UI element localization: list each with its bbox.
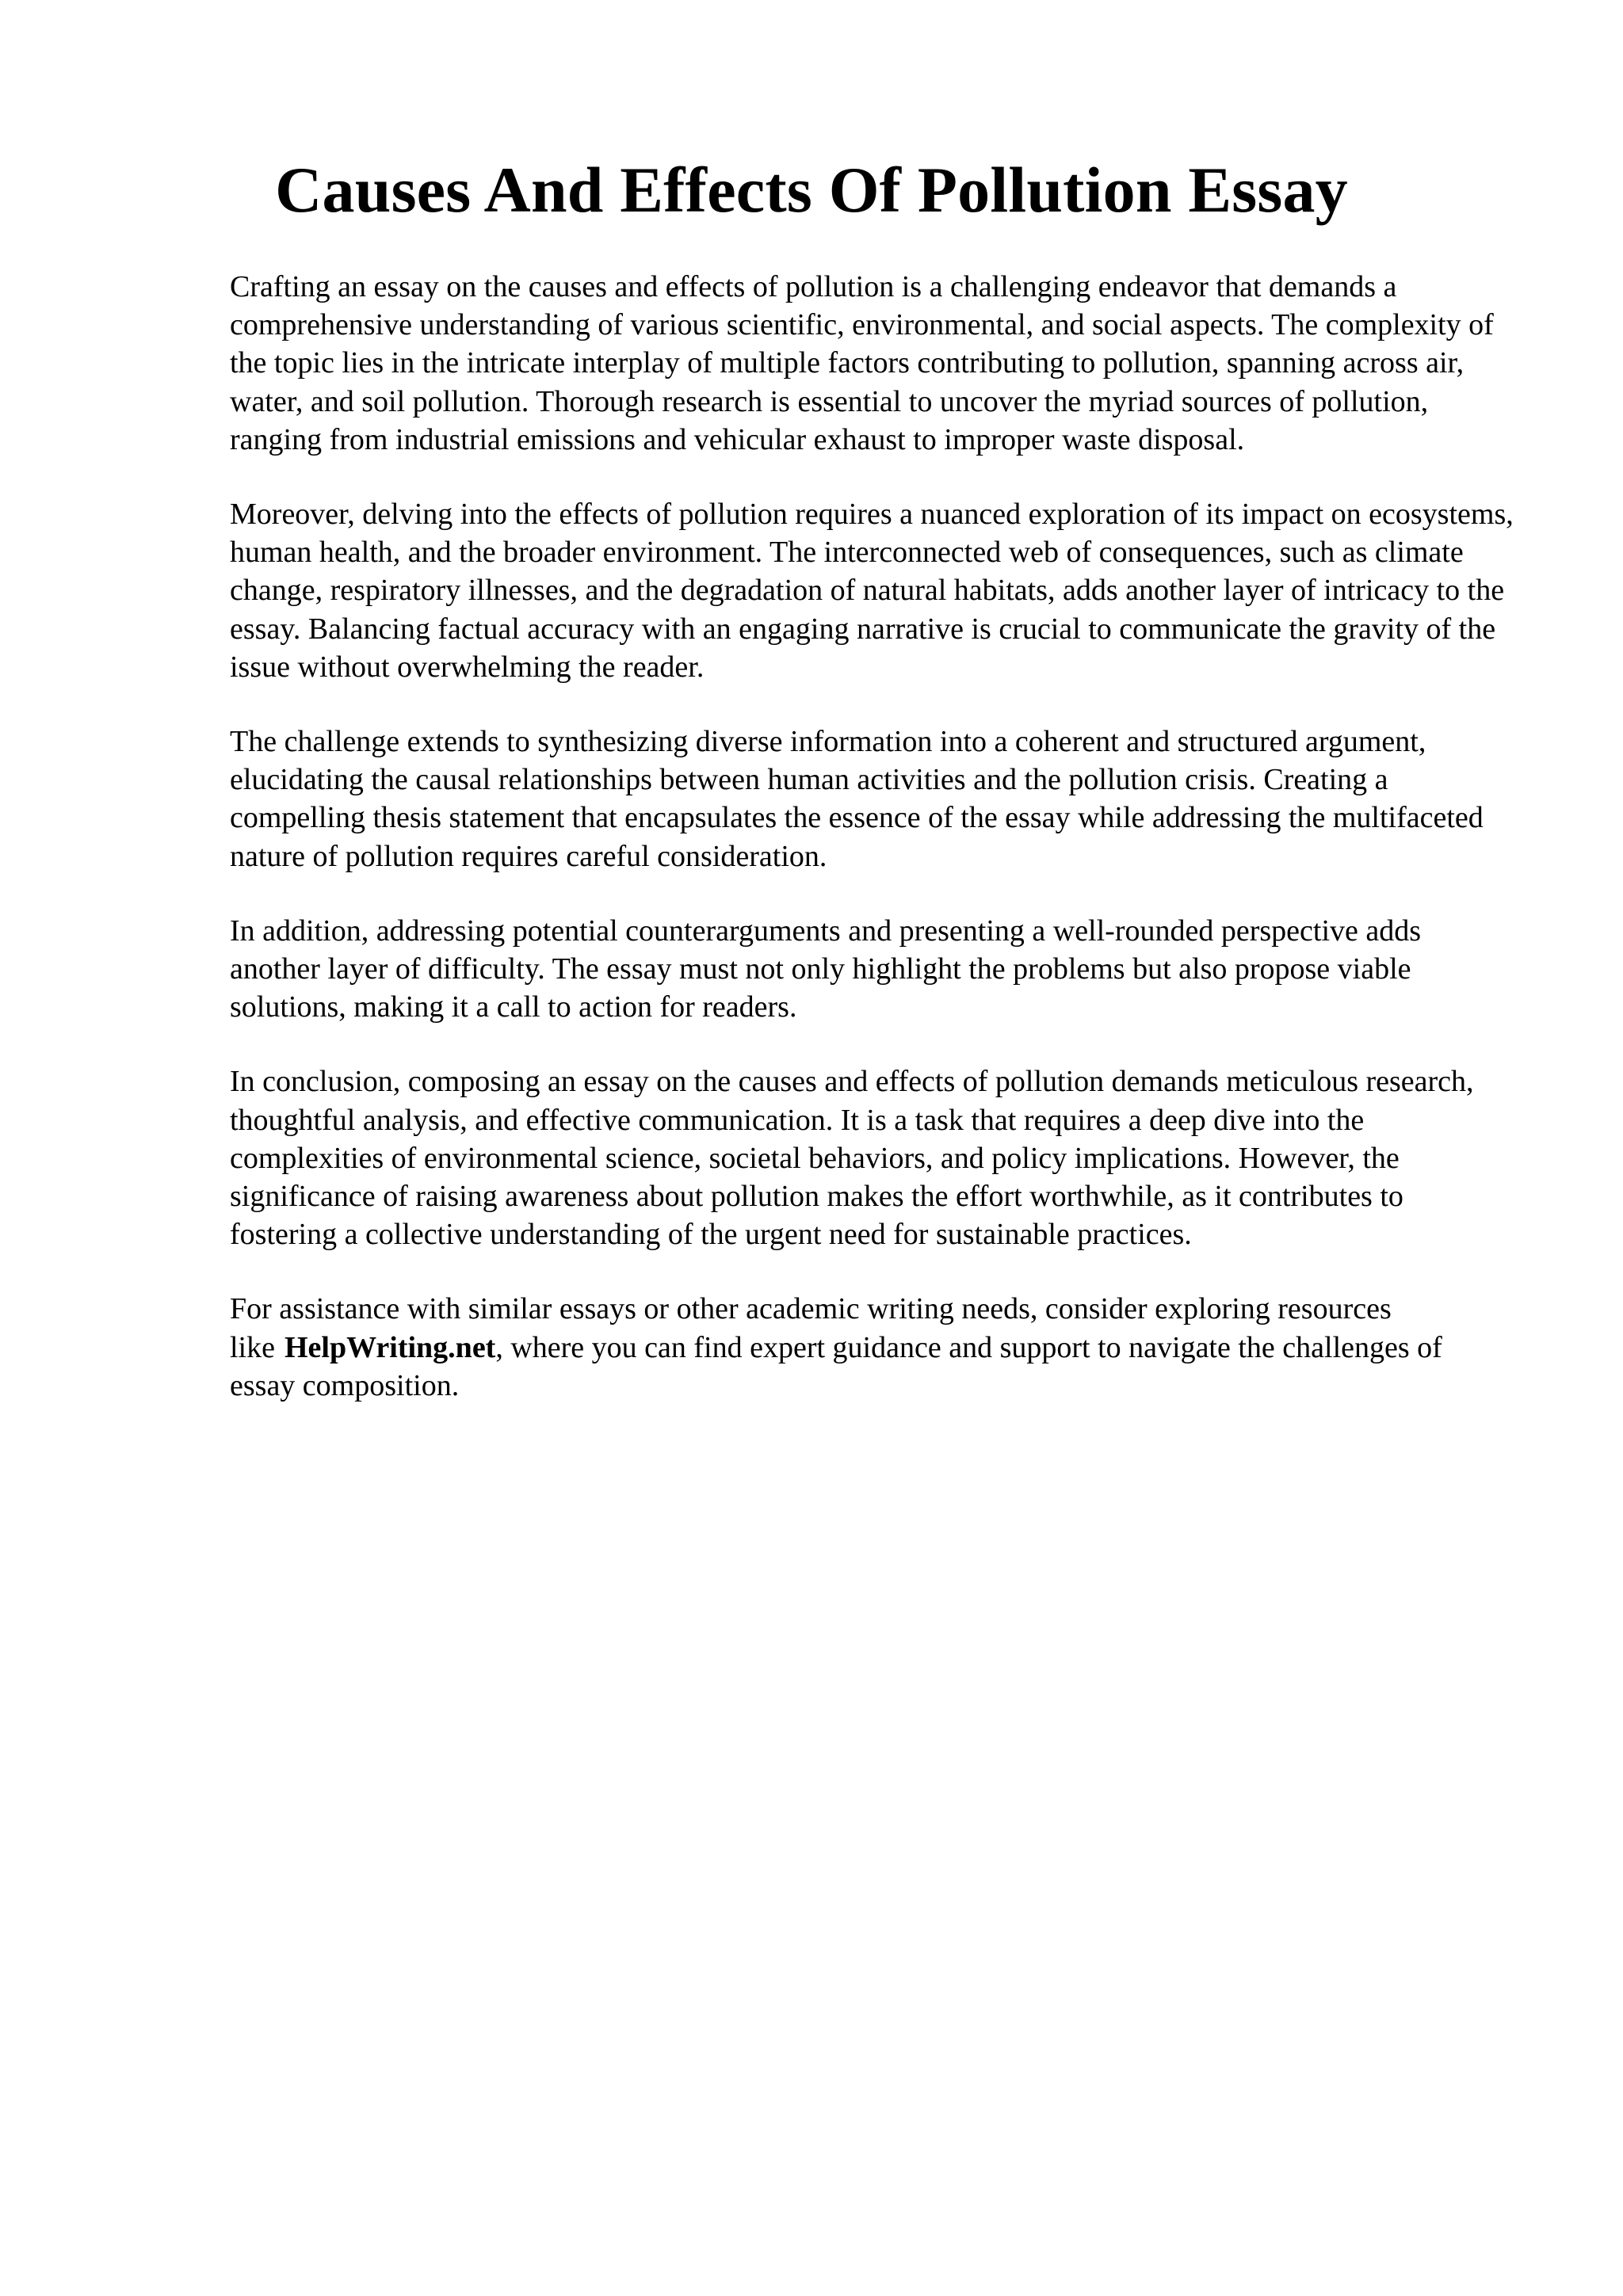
- paragraph-6: [230, 1290, 1514, 1405]
- page-title: Causes And Effects Of Pollution Essay: [275, 154, 1348, 226]
- helpwriting-link[interactable]: HelpWriting.net: [284, 1330, 496, 1364]
- paragraph-6-text-after: , where you can find expert guidance and support to navigate the challenges of essay composition.: [230, 1330, 1442, 1402]
- paragraph-4: In addition, addressing potential counterarguments and presenting a well-rounded perspective adds another layer of difficulty. The essay must not only highlight the problems but also propose viable solutions, making it a call to action for readers.: [230, 913, 1422, 1024]
- essay-body: [230, 268, 1514, 1441]
- paragraph-5: In conclusion, composing an essay on the causes and effects of pollution demands meticulous research, thoughtful analysis, and effective communication. It is a task that requires a deep dive into the complexities of environmental science, societal behaviors, and policy implications. However, the significance of raising awareness about pollution makes the effort worthwhile, as it contributes to fostering a collective understanding of the urgent need for sustainable practices.: [230, 1065, 1474, 1252]
- paragraph-3: The challenge extends to synthesizing diverse information into a coherent and structured argument, elucidating the causal relationships between human activities and the pollution crisis. Creating a compelling thesis statement that encapsulates the essence of the essay while addressing the multifaceted nature of pollution requires careful consideration.: [230, 725, 1484, 873]
- paragraph-1: Crafting an essay on the causes and effects of pollution is a challenging endeavor that demands a comprehensive understanding of various scientific, environmental, and social aspects. The complexity of the topic lies in the intricate interplay of multiple factors contributing to pollution, spanning across air, water, and soil pollution. Thorough research is essential to uncover the myriad sources of pollution, ranging from industrial emissions and vehicular exhaust to improper waste disposal.: [230, 270, 1494, 456]
- paragraph-6-text-before: For assistance with similar essays or other academic writing needs, consider exploring resources like: [230, 1292, 1392, 1364]
- paragraph-2: Moreover, delving into the effects of pollution requires a nuanced exploration of its impact on ecosystems, human health, and the broader environment. The interconnected web of consequences, such as climate change, respiratory illnesses, and the degradation of natural habitats, adds another layer of intricacy to the essay. Balancing factual accuracy with an engaging narrative is crucial to communicate the gravity of the issue without overwhelming the reader.: [230, 498, 1514, 684]
